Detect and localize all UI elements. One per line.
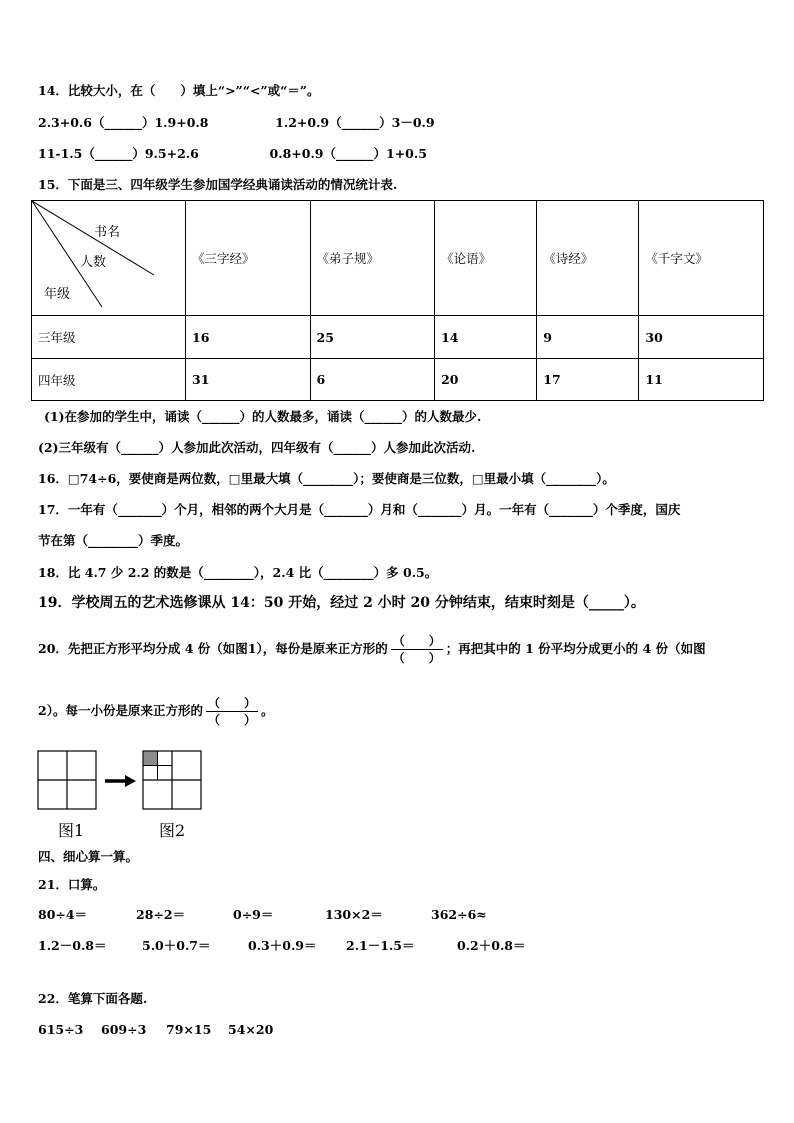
q19: 19．学校周五的艺术选修课从 14：50 开始，经过 2 小时 20 分钟结束，结束时刻是（_____）。 — [38, 595, 645, 611]
calc-item: 79×15 — [166, 1022, 212, 1037]
stats-table — [31, 200, 764, 401]
value-cell: 11 — [639, 359, 764, 401]
table-row — [32, 359, 764, 401]
q14-title: 14．比较大小，在（ ）填上“>”“<”或“＝”。 — [38, 83, 320, 98]
calc-item: 0.2＋0.8＝ — [457, 938, 526, 953]
q18: 18．比 4.7 少 2.2 的数是（________），2.4 比（________）多 0.5。 — [38, 565, 438, 580]
fraction-denominator[interactable]: （ ） — [207, 713, 256, 727]
grade-cell: 四年级 — [32, 359, 186, 401]
q17-line1: 17．一年有（_______）个月，相邻的两个大月是（_______）月和（_______）月。一年有（_______）个季度，国庆 — [38, 502, 681, 517]
calc-item: 1.2－0.8＝ — [38, 938, 107, 953]
figure-2-label: 图2 — [159, 821, 186, 840]
corner-cell — [32, 201, 186, 316]
q15-sub2: (2)三年级有（______）人参加此次活动，四年级有（______）人参加此次活动. — [38, 440, 476, 455]
book-header: 《弟子规》 — [310, 201, 435, 316]
value-cell: 6 — [310, 359, 435, 401]
q14-r1-b-right: ）3－0.9 — [379, 115, 435, 130]
calc-item: 0.3＋0.9＝ — [248, 938, 317, 953]
q20-part4: 。 — [260, 703, 274, 718]
q14-r1-b-left: 1.2+0.9（ — [275, 115, 342, 130]
q22-title: 22．笔算下面各题. — [38, 991, 148, 1006]
q21-title: 21．口算。 — [38, 877, 106, 892]
q21-row2 — [38, 937, 526, 955]
book-header: 《诗经》 — [537, 201, 639, 316]
square-figures — [37, 750, 203, 812]
fraction-blank-1[interactable] — [391, 633, 443, 666]
figure-1-square — [38, 751, 96, 809]
calc-item: 0÷9＝ — [233, 907, 274, 922]
q14-r2-b-right: ）1+0.5 — [373, 146, 427, 161]
q14-r2-a-left: 11-1.5（ — [38, 146, 95, 161]
value-cell: 30 — [639, 316, 764, 359]
figure-1-label: 图1 — [58, 821, 85, 840]
q17-line2: 节在第（________）季度。 — [38, 533, 189, 548]
calc-item: 130×2＝ — [325, 907, 383, 922]
section-4-heading: 四、细心算一算。 — [38, 849, 139, 864]
fraction-numerator[interactable]: （ ） — [207, 696, 256, 710]
q22-items — [38, 1021, 273, 1039]
calc-item: 28÷2＝ — [136, 907, 186, 922]
book-header: 《千字文》 — [639, 201, 764, 316]
value-cell: 16 — [186, 316, 311, 359]
q14-row2 — [38, 145, 427, 163]
value-cell: 20 — [435, 359, 537, 401]
q20-part2: ；再把其中的 1 份平均分成更小的 4 份（如图 — [445, 641, 706, 656]
calc-item: 615÷3 — [38, 1022, 84, 1037]
value-cell: 25 — [310, 316, 435, 359]
value-cell: 14 — [435, 316, 537, 359]
q21-row1 — [38, 906, 487, 924]
q15-title: 15．下面是三、四年级学生参加国学经典诵读活动的情况统计表. — [38, 177, 398, 192]
q14-r2-a-blank[interactable]: ______ — [94, 146, 133, 161]
q14-r1-a-left: 2.3+0.6（ — [38, 115, 105, 130]
fraction-denominator[interactable]: （ ） — [392, 651, 441, 665]
q14-r2-b-left: 0.8+0.9（ — [269, 146, 336, 161]
figure-2-square — [143, 751, 201, 809]
q14-r1-a-right: ）1.9+0.8 — [141, 115, 209, 130]
q14-r1-a-blank[interactable]: ______ — [104, 115, 142, 130]
q16: 16．□74÷6，要使商是两位数，□里最大填（________）；要使商是三位数，□里最小填（________）。 — [38, 471, 615, 486]
calc-item: 54×20 — [228, 1022, 274, 1037]
table-row — [32, 316, 764, 359]
value-cell: 9 — [537, 316, 639, 359]
corner-book: 书名 — [94, 225, 121, 240]
arrow-icon — [105, 775, 136, 787]
q15-sub1: (1)在参加的学生中，诵读（______）的人数最多，诵读（______）的人数最少. — [44, 409, 482, 424]
grade-cell: 三年级 — [32, 316, 186, 359]
value-cell: 31 — [186, 359, 311, 401]
value-cell: 17 — [537, 359, 639, 401]
table-header-row — [32, 201, 764, 316]
q20-part1: 20．先把正方形平均分成 4 份（如图1），每份是原来正方形的 — [38, 641, 388, 656]
q14-r1-b-blank[interactable]: ______ — [341, 115, 380, 130]
q14-r2-a-right: ）9.5+2.6 — [132, 146, 199, 161]
q14-row1 — [38, 114, 435, 132]
corner-people: 人数 — [80, 255, 107, 270]
q14-r2-b-blank[interactable]: ______ — [336, 146, 374, 161]
calc-item: 362÷6≈ — [431, 907, 487, 922]
calc-item: 2.1－1.5＝ — [346, 938, 415, 953]
q20-part3: 2）。每一小份是原来正方形的 — [38, 703, 203, 718]
calc-item: 609÷3 — [101, 1022, 147, 1037]
calc-item: 80÷4＝ — [38, 907, 88, 922]
fraction-blank-2[interactable] — [206, 695, 258, 728]
q20-line1 — [38, 631, 706, 667]
fraction-numerator[interactable]: （ ） — [392, 634, 441, 648]
calc-item: 5.0＋0.7＝ — [142, 938, 211, 953]
book-header: 《论语》 — [435, 201, 537, 316]
book-header: 《三字经》 — [186, 201, 311, 316]
q20-line2 — [38, 693, 273, 729]
corner-grade: 年级 — [44, 287, 71, 302]
